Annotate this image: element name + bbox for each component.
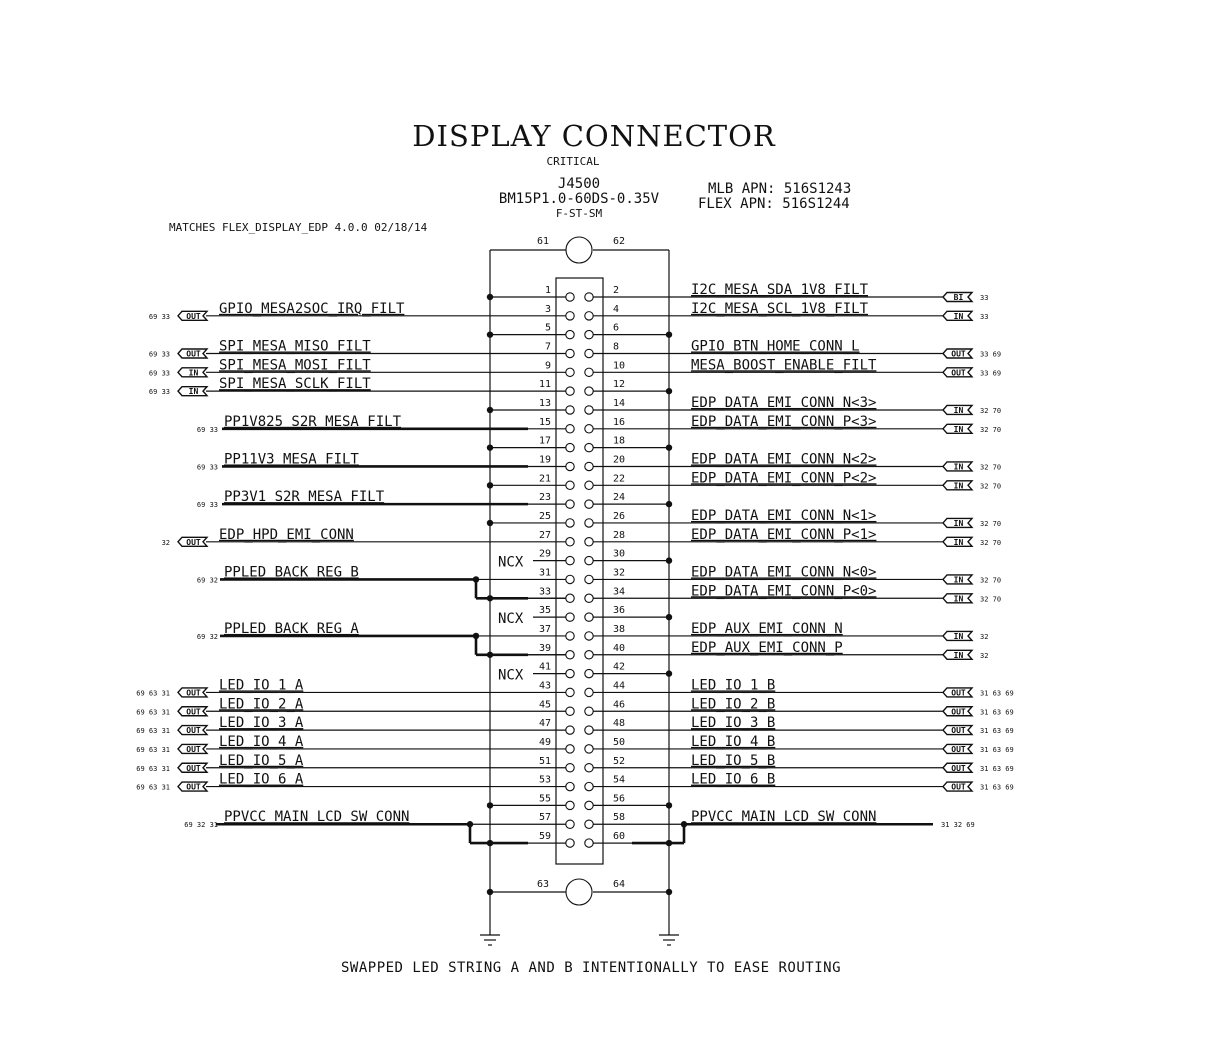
port-flag [943, 462, 972, 472]
net-label-right: EDP_DATA_EMI_CONN_N<1> [691, 507, 877, 524]
pin-19 [566, 462, 574, 470]
pin-number: 8 [613, 341, 620, 353]
port-flag [178, 782, 207, 792]
pin-38 [585, 632, 593, 640]
nc-marker: NCX [498, 554, 524, 571]
bottom-note: SWAPPED LED STRING A AND B INTENTIONALLY TO EASE ROUTING [340, 960, 842, 976]
junction-dot [666, 889, 672, 895]
pin-number: 48 [613, 718, 626, 730]
pin-14 [585, 406, 593, 414]
port-flag [178, 311, 207, 321]
pin-number: 11 [538, 379, 551, 391]
pin-number: 10 [613, 360, 626, 372]
xref-label: 32 [980, 632, 989, 641]
pin-number: 36 [613, 605, 626, 617]
flag-label: OUT [186, 311, 201, 321]
pin-18 [585, 443, 593, 451]
pin-39 [566, 651, 574, 659]
nc-marker: NCX [498, 611, 524, 628]
pin-number: 26 [613, 510, 626, 522]
net-label-right: EDP_DATA_EMI_CONN_P<3> [691, 413, 877, 430]
pin-number: 52 [613, 755, 626, 767]
pin-11 [566, 387, 574, 395]
port-flag [178, 368, 207, 378]
xref-label: 69 33 [148, 350, 170, 359]
pin-32 [585, 575, 593, 583]
port-flag [943, 311, 972, 321]
net-label-right: EDP_DATA_EMI_CONN_N<0> [691, 564, 877, 581]
xref-label: 31 32 69 [941, 821, 975, 830]
pin-3 [566, 312, 574, 320]
pin-22 [585, 481, 593, 489]
pin-number: 29 [538, 548, 551, 560]
pin-21 [566, 481, 574, 489]
port-flag [943, 518, 972, 528]
pin-number: 28 [613, 529, 626, 541]
flex-apn-label: FLEX APN: 516S1244 [698, 196, 850, 212]
net-label-right: LED_IO_1_B [691, 677, 776, 694]
pin-7 [566, 349, 574, 357]
pin-27 [566, 538, 574, 546]
pin-number: 16 [613, 416, 626, 428]
flag-label: IN [188, 368, 199, 378]
junction-dot [666, 557, 672, 563]
xref-label: 69 33 [196, 463, 218, 472]
port-flag [943, 688, 972, 698]
pin-42 [585, 669, 593, 677]
xref-label: 69 33 [148, 369, 170, 378]
xref-label: 33 69 [980, 350, 1002, 359]
pin-28 [585, 538, 593, 546]
flag-label: OUT [186, 688, 201, 698]
pin-number: 25 [538, 510, 551, 522]
net-label-right: PPVCC_MAIN_LCD_SW_CONN [691, 809, 877, 826]
pin-number: 5 [544, 322, 551, 334]
xref-label: 69 32 [196, 632, 218, 641]
pin-number: 9 [544, 360, 551, 372]
pin-55 [566, 801, 574, 809]
pin-number: 57 [538, 812, 551, 824]
xref-label: 32 70 [980, 425, 1002, 434]
pin-17 [566, 443, 574, 451]
pin-number: 58 [613, 812, 626, 824]
xref-label: 69 63 31 [136, 708, 170, 717]
mount-pin-top [566, 237, 592, 263]
xref-label: 69 63 31 [136, 783, 170, 792]
junction-dot [487, 407, 493, 413]
net-label-left: PPLED_BACK_REG_B [224, 564, 359, 581]
xref-label: 69 63 31 [136, 727, 170, 736]
xref-label: 31 63 69 [980, 708, 1014, 717]
pin-number: 2 [613, 285, 620, 296]
connector-body [556, 278, 603, 864]
pin-number: 55 [538, 793, 551, 805]
pin-6 [585, 330, 593, 338]
net-label-right: LED_IO_5_B [691, 752, 776, 769]
pin-number: 34 [613, 586, 626, 598]
net-label-left: LED_IO_2_A [219, 696, 304, 713]
flag-label: IN [953, 311, 964, 321]
pin-24 [585, 500, 593, 508]
pin-number: 17 [538, 435, 551, 447]
mount-pin-63: 63 [537, 879, 550, 890]
net-label-right: EDP_DATA_EMI_CONN_P<2> [691, 470, 877, 487]
net-label-left: PP11V3_MESA_FILT [224, 451, 359, 468]
xref-label: 32 70 [980, 406, 1002, 415]
pin-25 [566, 519, 574, 527]
pin-number: 13 [538, 397, 551, 409]
pin-number: 15 [538, 416, 551, 428]
xref-label: 69 32 31 [184, 821, 218, 830]
junction-dot [666, 331, 672, 337]
xref-label: 69 32 [196, 576, 218, 585]
port-flag [943, 537, 972, 547]
port-flag [943, 726, 972, 736]
pin-50 [585, 745, 593, 753]
flag-label: IN [953, 518, 964, 528]
port-flag [178, 387, 207, 397]
mount-pin-62: 62 [613, 236, 626, 247]
port-flag [943, 405, 972, 415]
xref-label: 69 33 [196, 425, 218, 434]
port-flag [943, 782, 972, 792]
pin-54 [585, 782, 593, 790]
xref-label: 69 33 [148, 312, 170, 321]
pin-number: 22 [613, 473, 626, 485]
pin-20 [585, 462, 593, 470]
junction-dot [487, 482, 493, 488]
pin-58 [585, 820, 593, 828]
pin-number: 47 [538, 718, 551, 730]
xref-label: 32 70 [980, 595, 1002, 604]
mlb-apn-label: MLB APN: 516S1243 [708, 181, 852, 197]
port-flag [178, 726, 207, 736]
xref-label: 31 63 69 [980, 745, 1014, 754]
xref-label: 32 70 [980, 576, 1002, 585]
pin-9 [566, 368, 574, 376]
pin-number: 44 [613, 680, 626, 692]
pin-number: 56 [613, 793, 626, 805]
pin-number: 19 [538, 454, 551, 466]
flag-label: OUT [951, 707, 966, 717]
mount-pin-bottom [566, 879, 592, 905]
net-label-right: EDP_DATA_EMI_CONN_P<0> [691, 583, 877, 600]
pin-1 [566, 293, 574, 301]
pin-23 [566, 500, 574, 508]
xref-label: 32 70 [980, 482, 1002, 491]
mount-pin-64: 64 [613, 879, 626, 890]
net-label-left: SPI_MESA_SCLK_FILT [219, 376, 371, 393]
net-label-right: EDP_DATA_EMI_CONN_N<3> [691, 394, 877, 411]
flag-label: IN [953, 424, 964, 434]
net-label-right: I2C_MESA_SCL_1V8_FILT [691, 300, 869, 317]
junction-dot [666, 614, 672, 620]
pin-number: 20 [613, 454, 626, 466]
pin-number: 12 [613, 379, 626, 391]
junction-dot [487, 889, 493, 895]
pin-4 [585, 312, 593, 320]
pin-48 [585, 726, 593, 734]
flag-label: OUT [951, 349, 966, 359]
pin-number: 51 [538, 755, 551, 767]
pin-33 [566, 594, 574, 602]
ground-symbol-left [480, 935, 500, 945]
pin-2 [585, 293, 593, 301]
pin-number: 7 [544, 341, 551, 353]
net-label-right: EDP_DATA_EMI_CONN_P<1> [691, 526, 877, 543]
net-label-right: LED_IO_4_B [691, 733, 776, 750]
pin-number: 33 [538, 586, 551, 598]
flag-label: IN [953, 594, 964, 604]
pin-number: 37 [538, 623, 551, 635]
pin-number: 31 [538, 567, 551, 579]
pin-number: 24 [613, 492, 626, 504]
pin-number: 54 [613, 774, 626, 786]
flag-label: OUT [186, 537, 201, 547]
junction-dot [487, 520, 493, 526]
port-flag [178, 349, 207, 359]
pin-36 [585, 613, 593, 621]
flag-label: IN [953, 631, 964, 641]
pin-59 [566, 839, 574, 847]
pin-number: 49 [538, 736, 551, 748]
port-flag [943, 744, 972, 754]
pin-number: 45 [538, 699, 551, 711]
pin-5 [566, 330, 574, 338]
pin-number: 1 [544, 285, 551, 296]
xref-label: 33 [980, 294, 989, 302]
junction-dot [666, 388, 672, 394]
pin-number: 35 [538, 605, 551, 617]
net-label-right: EDP_AUX_EMI_CONN_P [691, 639, 843, 656]
net-label-left: PP3V1_S2R_MESA_FILT [224, 489, 385, 506]
net-label-left: LED_IO_6_A [219, 771, 304, 788]
pin-53 [566, 782, 574, 790]
pin-47 [566, 726, 574, 734]
flag-label: OUT [951, 763, 966, 773]
junction-dot [666, 444, 672, 450]
pin-number: 18 [613, 435, 626, 447]
port-flag [943, 481, 972, 491]
pin-number: 53 [538, 774, 551, 786]
port-flag [178, 688, 207, 698]
flag-label: IN [188, 387, 199, 397]
pin-45 [566, 707, 574, 715]
pin-52 [585, 764, 593, 772]
pin-56 [585, 801, 593, 809]
flag-label: IN [953, 650, 964, 660]
signal-wires [136, 282, 1013, 846]
pin-number: 42 [613, 661, 626, 673]
port-flag [943, 707, 972, 717]
xref-label: 69 33 [148, 388, 170, 397]
xref-label: 32 70 [980, 463, 1002, 472]
flag-label: OUT [186, 726, 201, 736]
pin-number: 4 [613, 303, 620, 315]
net-label-right: GPIO_BTN_HOME_CONN_L [691, 338, 860, 355]
critical-label: CRITICAL [546, 155, 600, 168]
flag-label: OUT [951, 744, 966, 754]
port-flag [943, 349, 972, 359]
port-flag [943, 763, 972, 773]
flag-label: IN [953, 575, 964, 585]
pin-number: 41 [538, 661, 551, 673]
flag-label: OUT [951, 368, 966, 378]
pin-number: 40 [613, 642, 626, 654]
xref-label: 31 63 69 [980, 783, 1014, 792]
pin-12 [585, 387, 593, 395]
port-flag [943, 293, 972, 303]
flag-label: IN [953, 405, 964, 415]
pin-number: 43 [538, 680, 551, 692]
nc-marker: NCX [498, 667, 524, 684]
part-number-label: BM15P1.0-60DS-0.35V [498, 191, 660, 207]
flag-label: IN [953, 481, 964, 491]
port-flag [178, 707, 207, 717]
pin-41 [566, 669, 574, 677]
connector-pins [566, 293, 593, 847]
port-flag [943, 631, 972, 641]
port-flag [178, 763, 207, 773]
pin-57 [566, 820, 574, 828]
port-flag [943, 424, 972, 434]
pin-29 [566, 556, 574, 564]
net-label-right: LED_IO_2_B [691, 696, 776, 713]
pin-number: 23 [538, 492, 551, 504]
port-flag [178, 537, 207, 547]
xref-label: 69 63 31 [136, 689, 170, 698]
pin-43 [566, 688, 574, 696]
flag-label: IN [953, 537, 964, 547]
pin-number: 59 [538, 831, 551, 843]
flag-label: OUT [186, 763, 201, 773]
xref-label: 31 63 69 [980, 727, 1014, 736]
pin-26 [585, 519, 593, 527]
flag-label: BI [953, 293, 964, 302]
pin-31 [566, 575, 574, 583]
matches-note: MATCHES FLEX_DISPLAY_EDP 4.0.0 02/18/14 [169, 221, 428, 234]
net-label-left: PP1V825_S2R_MESA_FILT [224, 413, 402, 430]
xref-label: 69 63 31 [136, 745, 170, 754]
net-label-right: LED_IO_6_B [691, 771, 776, 788]
pin-number: 60 [613, 831, 626, 843]
pin-44 [585, 688, 593, 696]
xref-label: 69 33 [196, 501, 218, 510]
mount-pin-61: 61 [537, 236, 550, 247]
pin-number: 30 [613, 548, 626, 560]
pin-49 [566, 745, 574, 753]
port-flag [943, 650, 972, 660]
pin-8 [585, 349, 593, 357]
flag-label: OUT [951, 726, 966, 736]
flag-label: IN [953, 462, 964, 472]
pin-51 [566, 764, 574, 772]
junction-dot [666, 802, 672, 808]
pin-35 [566, 613, 574, 621]
net-label-left: LED_IO_1_A [219, 677, 304, 694]
pin-number: 21 [538, 473, 551, 485]
pin-60 [585, 839, 593, 847]
xref-label: 69 63 31 [136, 764, 170, 773]
xref-label: 32 70 [980, 519, 1002, 528]
pin-37 [566, 632, 574, 640]
port-flag [943, 368, 972, 378]
pin-34 [585, 594, 593, 602]
flag-label: OUT [186, 782, 201, 792]
net-label-left: LED_IO_3_A [219, 715, 304, 732]
pin-40 [585, 651, 593, 659]
port-flag [943, 594, 972, 604]
pin-10 [585, 368, 593, 376]
flag-label: OUT [951, 688, 966, 698]
net-label-right: I2C_MESA_SDA_1V8_FILT [691, 282, 869, 298]
net-label-left: GPIO_MESA2SOC_IRQ_FILT [219, 300, 405, 317]
net-label-left: SPI_MESA_MOSI_FILT [219, 357, 371, 374]
pin-number: 14 [613, 397, 626, 409]
net-label-right: LED_IO_3_B [691, 715, 776, 732]
pin-30 [585, 556, 593, 564]
pin-15 [566, 425, 574, 433]
net-label-left: PPVCC_MAIN_LCD_SW_CONN [224, 809, 410, 826]
net-label-right: EDP_AUX_EMI_CONN_N [691, 620, 843, 637]
footprint-label: F-ST-SM [555, 207, 603, 220]
xref-label: 33 [980, 312, 989, 321]
ground-symbol-right [659, 935, 679, 945]
net-label-left: SPI_MESA_MISO_FILT [219, 338, 371, 355]
net-label-right: EDP_DATA_EMI_CONN_N<2> [691, 451, 877, 468]
junction-dot [487, 444, 493, 450]
pin-number: 27 [538, 529, 551, 541]
net-label-left: EDP_HPD_EMI_CONN [219, 526, 354, 543]
net-label-left: LED_IO_5_A [219, 752, 304, 769]
flag-label: OUT [951, 782, 966, 792]
net-label-left: LED_IO_4_A [219, 733, 304, 750]
xref-label: 32 [161, 538, 170, 547]
port-flag [178, 744, 207, 754]
xref-label: 32 70 [980, 538, 1002, 547]
flag-label: OUT [186, 707, 201, 717]
junction-dot [487, 802, 493, 808]
flag-label: OUT [186, 349, 201, 359]
junction-dot [666, 670, 672, 676]
pin-13 [566, 406, 574, 414]
pin-number: 38 [613, 623, 626, 635]
pin-number: 39 [538, 642, 551, 654]
refdes-label: J4500 [557, 176, 601, 192]
pin-number: 46 [613, 699, 626, 711]
diagram-title: DISPLAY CONNECTOR [412, 119, 776, 153]
pin-number: 32 [613, 567, 626, 579]
xref-label: 31 63 69 [980, 764, 1014, 773]
net-label-left: PPLED_BACK_REG_A [224, 620, 359, 637]
junction-dot [487, 294, 493, 300]
xref-label: 32 [980, 651, 989, 660]
junction-dot [666, 501, 672, 507]
pin-number: 6 [613, 322, 620, 334]
flag-label: OUT [186, 744, 201, 754]
port-flag [943, 575, 972, 585]
pin-46 [585, 707, 593, 715]
xref-label: 33 69 [980, 369, 1002, 378]
junction-dot [487, 331, 493, 337]
pin-number: 50 [613, 736, 626, 748]
pin-number: 3 [544, 303, 551, 315]
xref-label: 31 63 69 [980, 689, 1014, 698]
pin-16 [585, 425, 593, 433]
net-label-right: MESA_BOOST_ENABLE_FILT [691, 357, 877, 374]
